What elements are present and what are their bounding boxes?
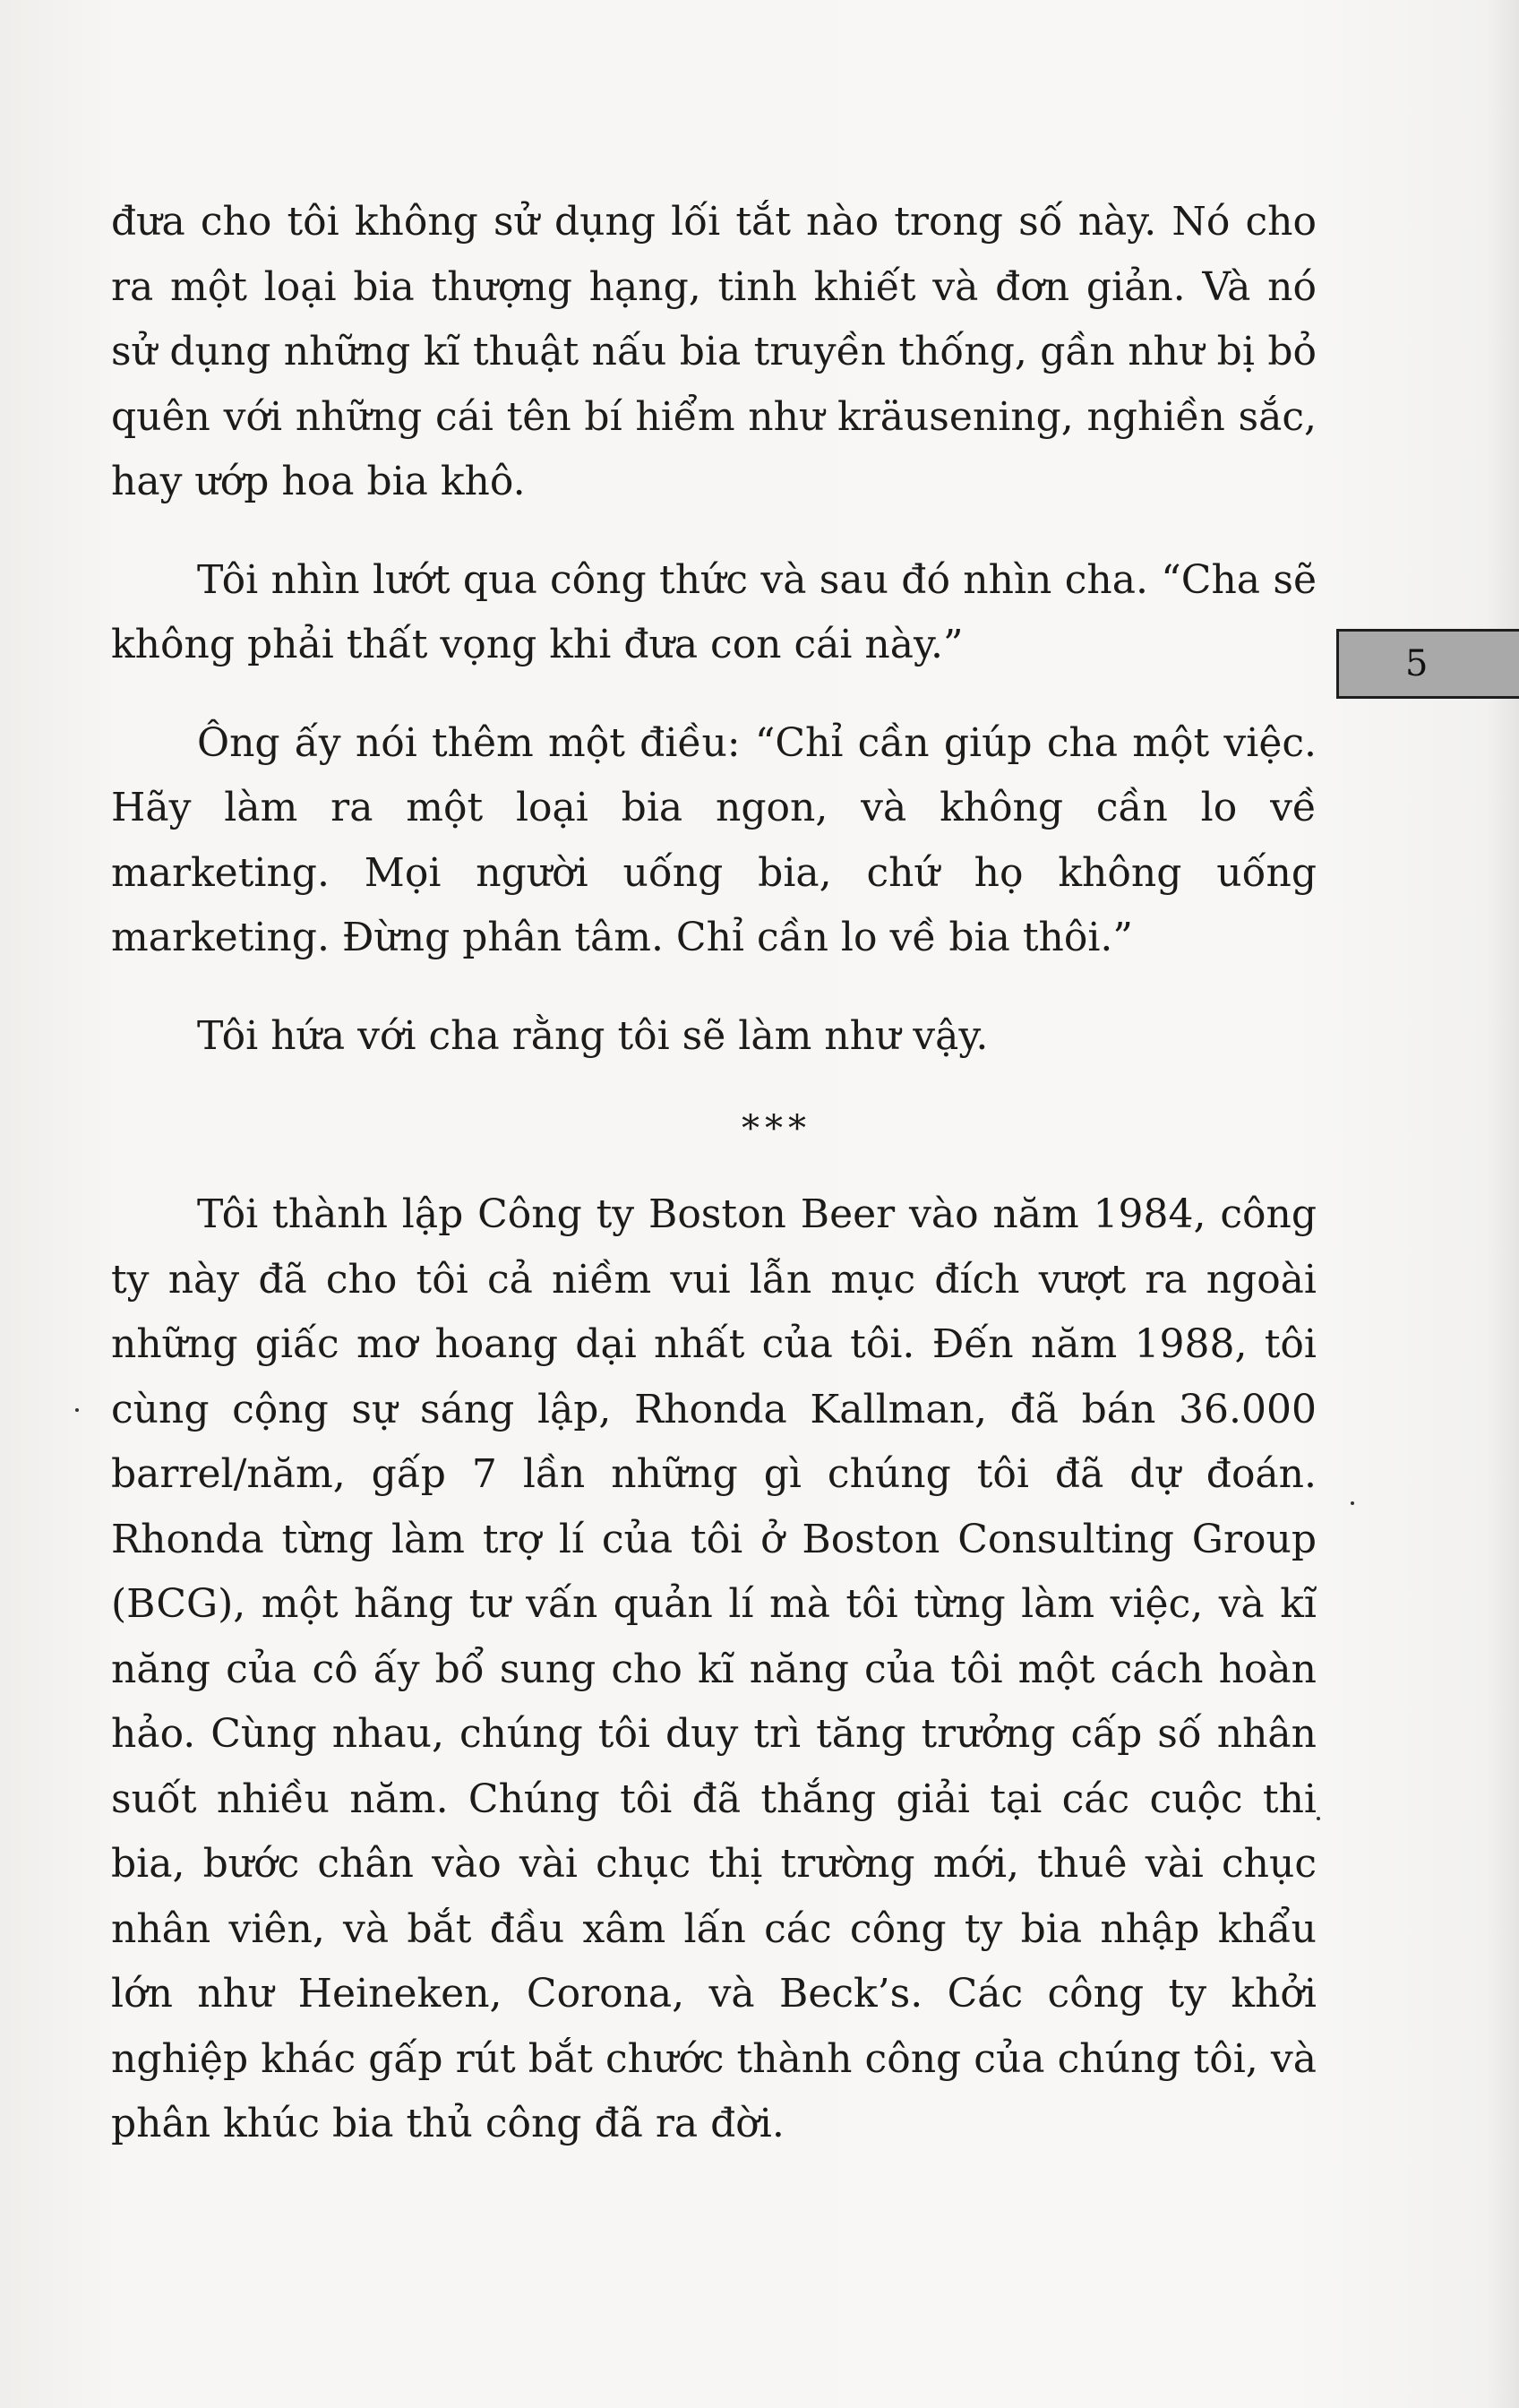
paragraph-5: Tôi thành lập Công ty Boston Beer vào năm 1984, công ty này đã cho tôi cả niềm vui lẫn mục đích vượt ra ngoài những giấc mơ hoang dại nhất của tôi. Đến năm 1988, tôi cùng cộng sự sáng lập, Rhonda Kallman, đã bán 36.000 barrel/năm, gấp 7 lần những gì chúng tôi đã dự đoán. Rhonda từng làm trợ lí của tôi ở Boston Consulting Group (BCG), một hãng tư vấn quản lí mà tôi từng làm việc, và kĩ năng của cô ấy bổ sung cho kĩ năng của tôi một cách hoàn hảo. Cùng nhau, chúng tôi duy trì tăng trưởng cấp số nhân suốt nhiều năm. Chúng tôi đã thắng giải tại các cuộc thi bia, bước chân vào vài chục thị trường mới, thuê vài chục nhân viên, và bắt đầu xâm lấn các công ty bia nhập khẩu lớn như Heineken, Corona, và Beck’s. Các công ty khởi nghiệp khác gấp rút bắt chước thành công của chúng tôi, và phân khúc bia thủ công đã ra đời. [111,1191,1317,2146]
paragraph-3: Ông ấy nói thêm một điều: “Chỉ cần giúp cha một việc. Hãy làm ra một loại bia ngon, và không cần lo về marketing. Mọi người uống bia, chứ họ không uống marketing. Đừng phân tâm. Chỉ cần lo về bia thôi.” [111,719,1317,960]
page-edge-shadow [1487,0,1519,2408]
paragraph-4: Tôi hứa với cha rằng tôi sẽ làm như vậy. [197,1012,989,1059]
print-speck [75,1408,79,1412]
body-text [111,190,1317,2190]
chapter-number: 5 [1405,643,1429,684]
paragraph-1: đưa cho tôi không sử dụng lối tắt nào trong số này. Nó cho ra một loại bia thượng hạng, tinh khiết và đơn giản. Và nó sử dụng những kĩ thuật nấu bia truyền thống, gần như bị bỏ quên với những cái tên bí hiểm như kräusening, nghiền sắc, hay ướp hoa bia khô. [111,199,1317,504]
print-speck [1317,1817,1320,1820]
section-separator: *** [742,1108,811,1149]
paragraph-2: Tôi nhìn lướt qua công thức và sau đó nhìn cha. “Cha sẽ không phải thất vọng khi đưa con cái này.” [111,556,1317,667]
chapter-tab [1336,629,1519,699]
print-speck [1351,1501,1354,1505]
